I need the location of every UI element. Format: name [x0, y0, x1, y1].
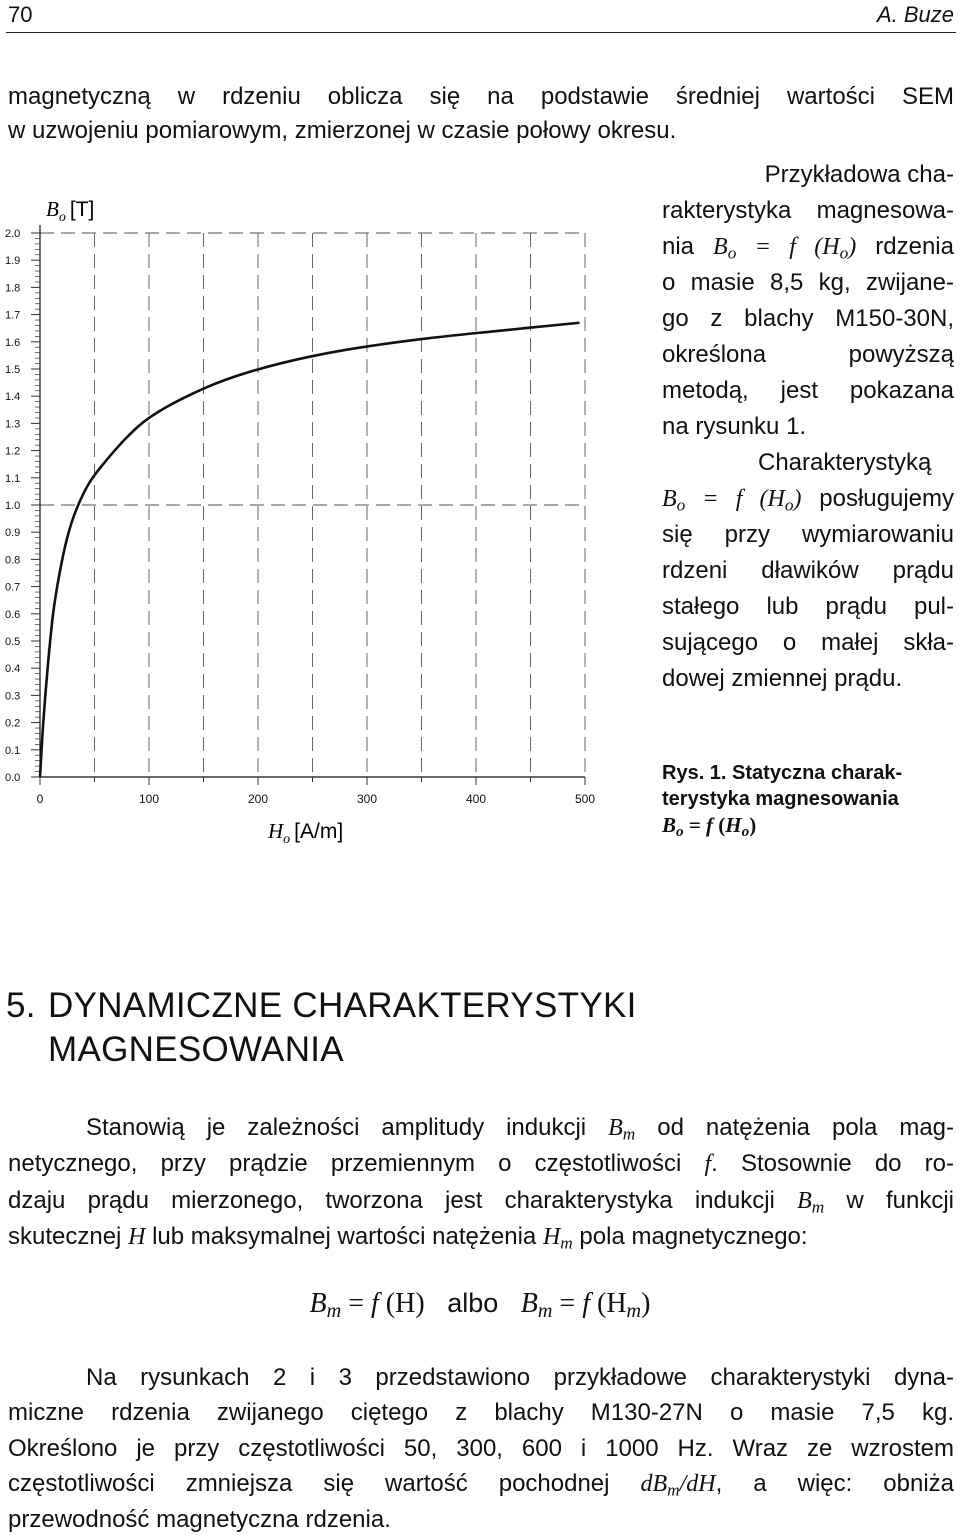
y-tick-label: 0.5 [5, 636, 21, 648]
text-line: częstotliwości zmniejsza się wartość pochodnej $dB_m/dH$, a więc: obniża [8, 1469, 955, 1500]
caption-formula: $B_o = f$ $(H_o)$ [662, 813, 757, 840]
y-tick-label: 1.4 [5, 391, 21, 404]
text-line: dzaju prądu mierzonego, tworzona jest charakterystyka indukcji $B_m$ w funkcji [8, 1186, 954, 1216]
text-line: określona powyższą [662, 341, 954, 368]
y-tick-label: 0.8 [5, 554, 21, 567]
x-tick-label: 100 [138, 792, 160, 806]
x-tick-label: 0 [36, 792, 44, 806]
y-tick-label: 2.0 [5, 228, 21, 240]
x-tick-labels [37, 792, 596, 806]
intro-paragraph [8, 80, 954, 148]
text-line: go z blachy M150-30N, [662, 305, 954, 332]
y-tick-label: 0.6 [5, 608, 21, 621]
text-line: nia $B_o = f$ $(H_o)$ rdzenia [662, 233, 954, 263]
y-tick-label: 0.4 [5, 663, 21, 676]
section-title-line: MAGNESOWANIA [48, 1030, 344, 1069]
y-tick-label: 1.8 [5, 282, 21, 295]
text-line: Charakterystyką [758, 449, 932, 476]
intro-line: magnetyczną w rdzeniu oblicza się na podstawie średniej wartości SEM [8, 83, 954, 110]
y-tick-label: 0.9 [5, 527, 21, 540]
x-tick-label: 500 [574, 792, 596, 806]
formula: $B_m = f$ (H) albo $B_m = f$ $(H_m)$ [309, 1288, 651, 1323]
text-line: netycznego, przy prądzie przemiennym o częstotliwości f. Stosownie do ro- [8, 1150, 955, 1178]
intro-line: w uzwojeniu pomiarowym, zmierzonej w czasie połowy okresu. [8, 117, 677, 144]
text-line: sującego o małej skła- [662, 629, 954, 656]
text-line: miczne rdzenia zwijanego ciętego z blachy M130-27N o masie 7,5 kg. [8, 1399, 954, 1427]
section-number: 5. [6, 986, 36, 1025]
y-tick-label: 1.3 [5, 418, 21, 431]
text-line: rakterystyka magnesowa- [662, 197, 954, 224]
section-title-line: DYNAMICZNE CHARAKTERYSTYKI [48, 986, 637, 1025]
y-tick-label: 1.1 [5, 472, 21, 485]
text-line: dowej zmiennej prądu. [662, 665, 903, 692]
y-tick-label: 0.7 [5, 581, 21, 594]
y-tick-label: 1.2 [5, 445, 21, 458]
header-rule [6, 32, 956, 33]
text-line: na rysunku 1. [662, 413, 807, 440]
figure-caption [662, 760, 902, 838]
y-tick-label: 0.0 [5, 772, 21, 784]
text-line: stałego lub prądu pul- [662, 593, 954, 620]
text-line: Określono je przy częstotliwości 50, 300, 600 i 1000 Hz. Wraz ze wzrostem [8, 1434, 954, 1462]
body-paragraph [8, 1360, 954, 1537]
text-line: się przy wymiarowaniu [662, 521, 954, 548]
caption-line: terystyka magnesowania [662, 788, 899, 810]
text-line: Przykładowa cha- [764, 161, 954, 188]
text-line: rdzeni dławików prądu [662, 557, 954, 584]
y-tick-label: 1.0 [5, 500, 21, 512]
y-tick-label: 1.9 [5, 255, 21, 268]
chart-grid [40, 233, 585, 777]
caption-line: Rys. 1. Statyczna charak- [662, 762, 903, 784]
running-header-author: A. Buze [876, 2, 954, 27]
y-tick-label: 1.7 [5, 309, 21, 322]
text-line: Stanowią je zależności amplitudy indukcji $B_m$ od natężenia pola mag- [86, 1114, 955, 1144]
page-number: 70 [8, 2, 33, 27]
y-tick-label: 0.2 [5, 717, 21, 730]
body-paragraph [8, 1110, 954, 1255]
x-tick-label: 200 [247, 792, 269, 806]
x-tick-label: 300 [356, 792, 378, 806]
section-heading [6, 984, 637, 1072]
y-tick-label: 1.5 [5, 364, 21, 376]
text-line: o masie 8,5 kg, zwijane- [662, 269, 954, 296]
text-line: $B_o = f$ $(H_o)$ posługujemy [662, 485, 954, 515]
y-tick-labels [5, 228, 20, 784]
figure-description [662, 157, 954, 697]
text-line: skutecznej H lub maksymalnej wartości natężenia $H_m$ pola magnetycznego: [8, 1222, 808, 1253]
x-tick-label: 400 [465, 792, 487, 806]
y-axis-label: $B_o$ [T] [46, 197, 95, 225]
y-tick-label: 1.6 [5, 336, 21, 349]
x-axis-label: $H_o$ [A/m] [268, 819, 344, 847]
text-line: przewodność magnetyczna rdzenia. [8, 1506, 391, 1534]
magnetization-curve [40, 323, 580, 777]
text-line: metodą, jest pokazana [662, 377, 954, 404]
text-line: Na rysunkach 2 i 3 przedstawiono przykładowe charakterystyki dyna- [86, 1364, 954, 1391]
y-tick-label: 0.1 [5, 744, 21, 757]
y-tick-label: 0.3 [5, 690, 21, 703]
magnetization-chart [0, 188, 640, 868]
